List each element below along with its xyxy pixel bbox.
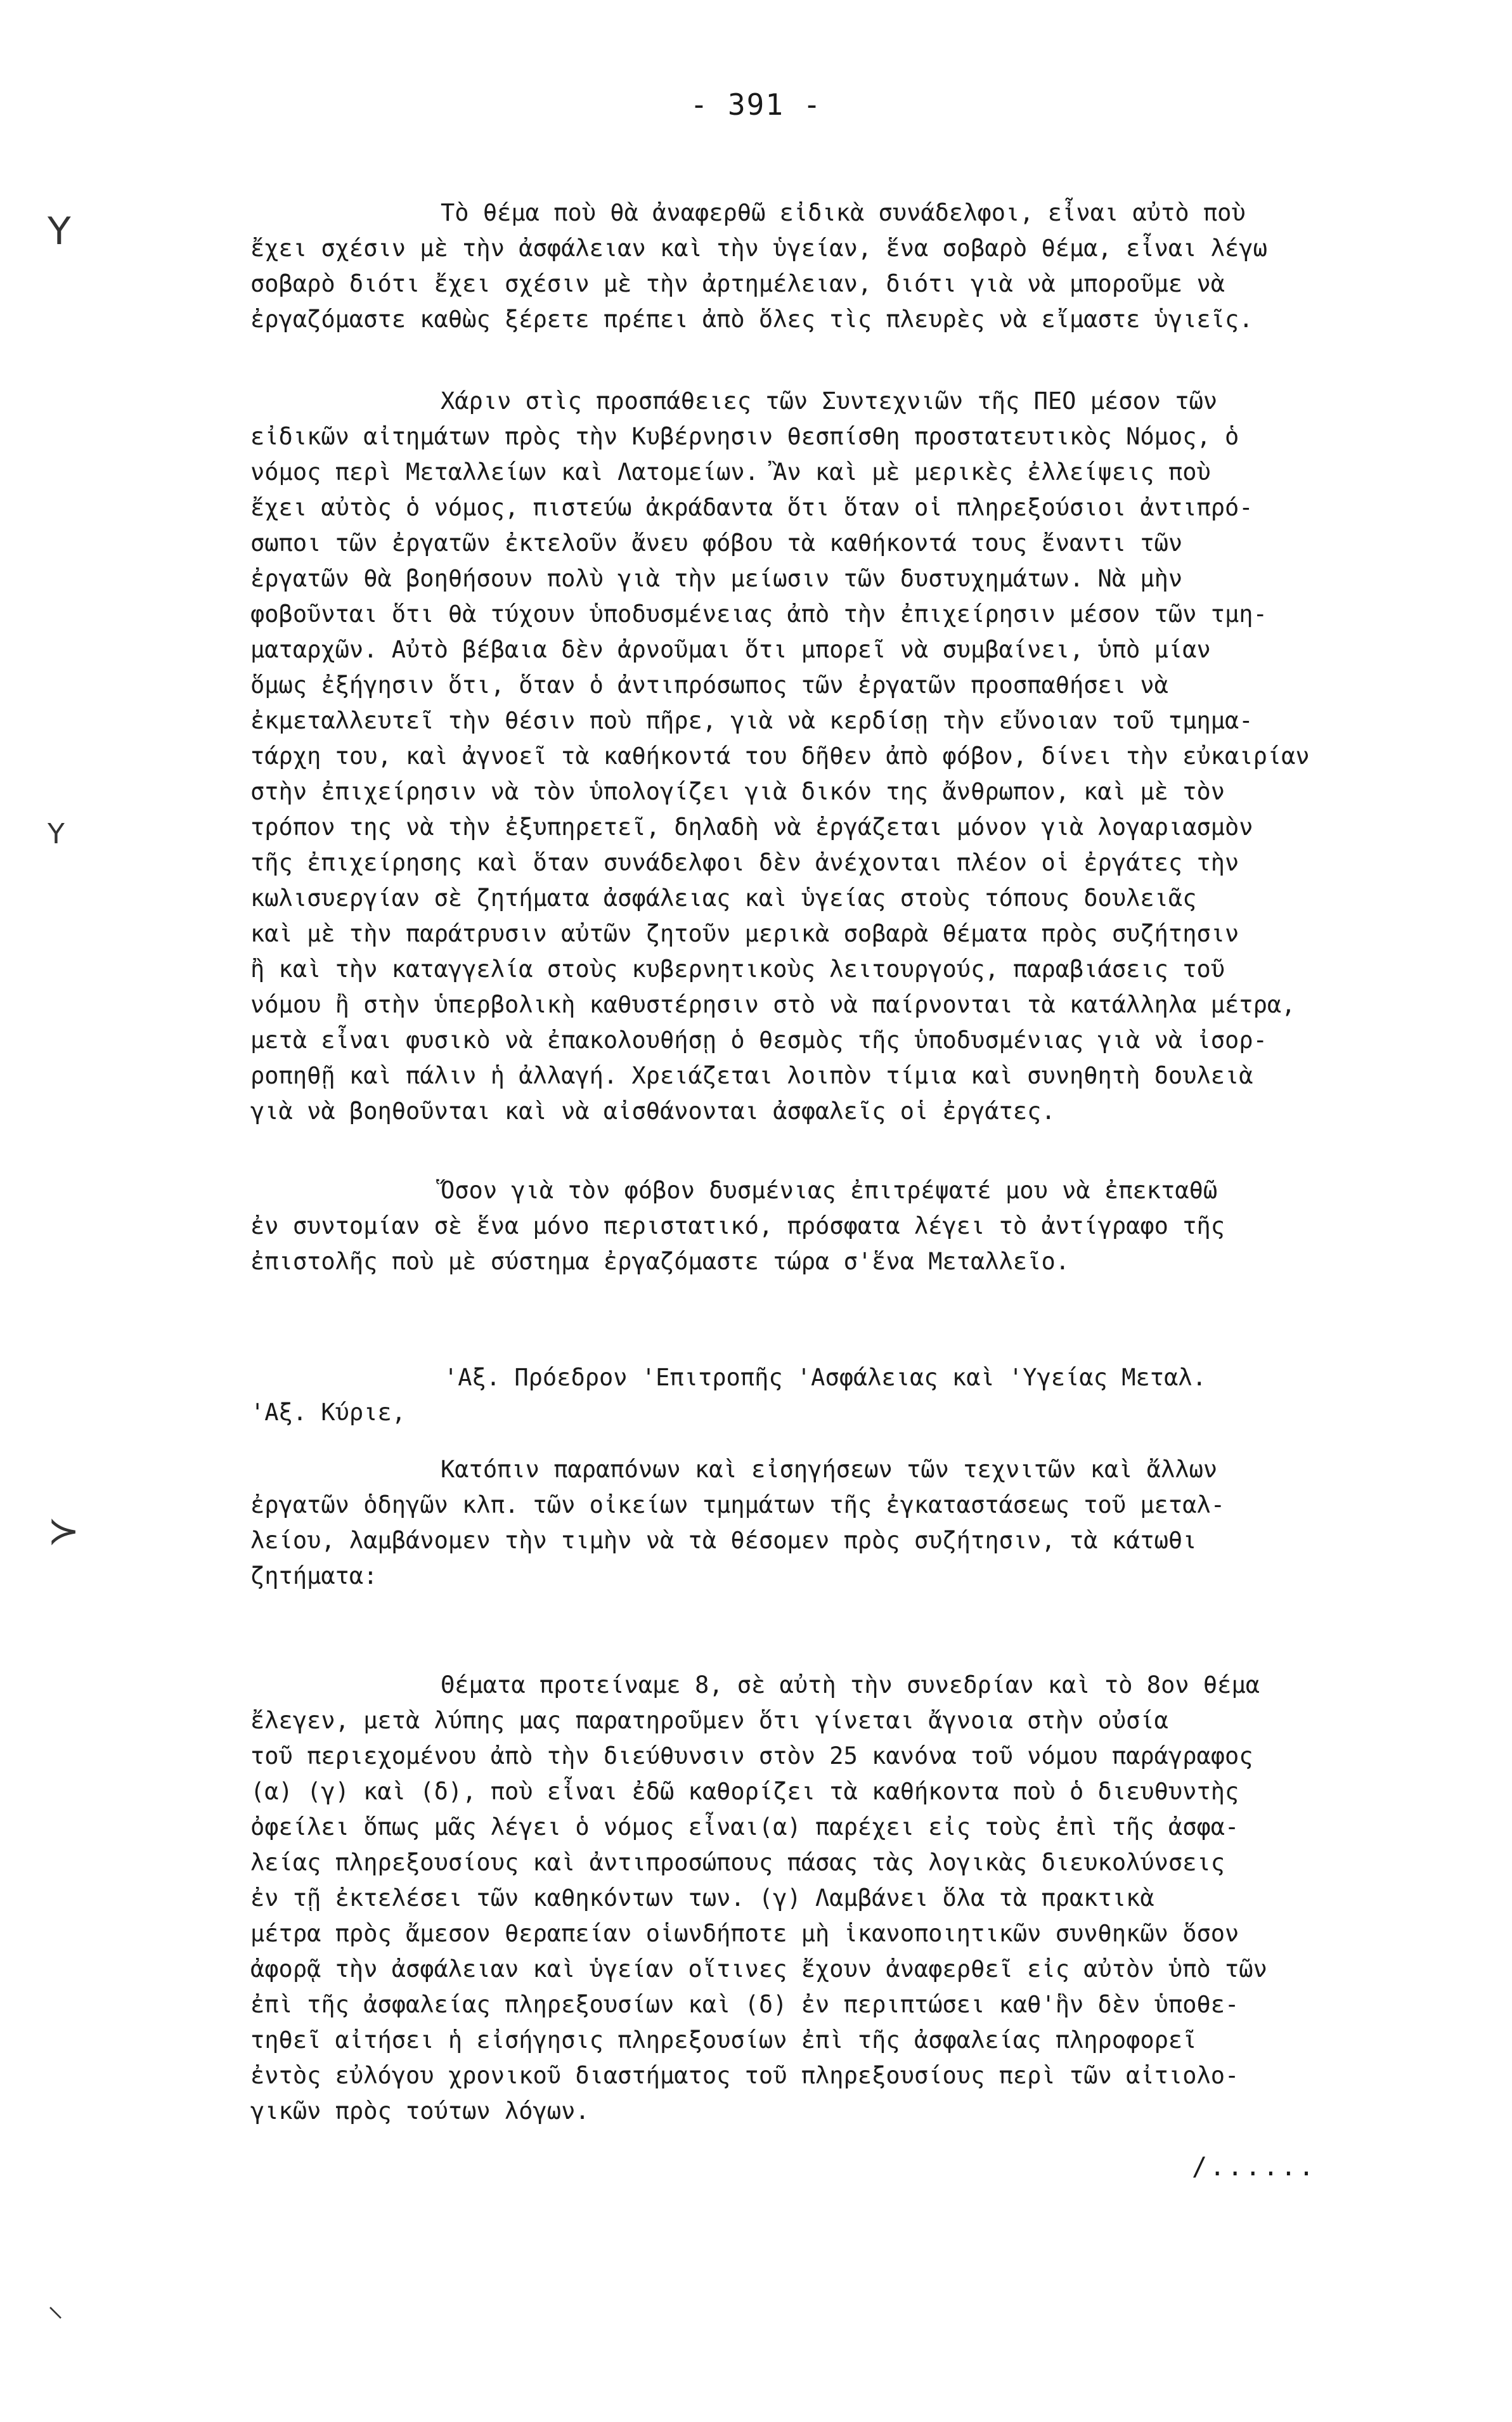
letter-salutation: 'Αξ. Κύριε, [250, 1399, 406, 1426]
continuation-mark: /...... [1192, 2153, 1317, 2182]
paragraph-rule-25: Θέματα προτείναμε 8, σὲ αὐτὴ τὴν συνεδρίαν καὶ τὸ 8ον θέμα ἔλεγεν, μετὰ λύπης μας παρατηροῦμεν ὅτι γίνεται ἄγνοια στὴν οὐσία τοῦ περιεχομένου ἀπὸ τὴν διεύθυνσιν στὸν 25 κανόνα τοῦ νόμου παράγραφος (α) (γ) καὶ (δ), ποὺ εἶναι ἐδῶ καθορίζει τὰ καθήκοντα ποὺ ὁ διευθυντὴς ὀφείλει ὅπως μᾶς λέγει ὁ νόμος εἶναι(α) παρέχει εἰς τοὺς ἐπὶ τῆς ἀσφα- λείας πληρεξουσίους καὶ ἀντιπροσώπους πάσας τὰς λογικὰς διευκολύνσεις ἐν τῇ ἐκτελέσει τῶν καθηκόντων των. (γ) Λαμβάνει ὅλα τὰ πρακτικὰ μέτρα πρὸς ἄμεσον θεραπείαν οἱωνδήποτε μὴ ἱκανοποιητικῶν συνθηκῶν ὅσον ἀφορᾷ τὴν ἀσφάλειαν καὶ ὑγείαν οἵτινες ἔχουν ἀναφερθεῖ εἰς αὐτὸν ὑπὸ τῶν ἐπὶ τῆς ἀσφαλείας πληρεξουσίων καὶ (δ) ἐν περιπτώσει καθ'ἣν δὲν ὑποθε- τηθεῖ αἰτήσει ἡ εἰσήγησις πληρεξουσίων ἐπὶ τῆς ἀσφαλείας πληροφορεῖ ἐντὸς εὐλόγου χρονικοῦ διαστήματος τοῦ πληρεξουσίους περὶ τῶν αἰτιολο- γικῶν πρὸς τούτων λόγων. [250, 1671, 1267, 2125]
letter-addressee: 'Αξ. Πρόεδρον 'Επιτροπῆς 'Ασφάλειας καὶ 'Υγείας Μεταλ. [444, 1364, 1206, 1391]
paragraph-fear-of-disfavour: Ὅσον γιὰ τὸν φόβον δυσμένιας ἐπιτρέψατέ μου νὰ ἐπεκταθῶ ἐν συντομίαν σὲ ἕνα μόνο περιστατικό, πρόσφατα λέγει τὸ ἀντίγραφο τῆς ἐπιστολῆς ποὺ μὲ σύστημα ἐργαζόμαστε τώρα σ'ἕνα Μεταλλεῖο. [250, 1177, 1225, 1275]
margin-mark-icon: Y [48, 209, 71, 254]
paragraph-peo-law: Χάριν στὶς προσπάθειες τῶν Συντεχνιῶν τῆς ΠΕΟ μέσον τῶν εἰδικῶν αἰτημάτων πρὸς τὴν Κυβέρνησιν θεσπίσθη προστατευτικὸς Νόμος, ὁ νόμος περὶ Μεταλλείων καὶ Λατομείων. Ἂν καὶ μὲ μερικὲς ἐλλείψεις ποὺ ἔχει αὐτὸς ὁ νόμος, πιστεύω ἀκράδαντα ὅτι ὅταν οἱ πληρεξούσιοι ἀντιπρό- σωποι τῶν ἐργατῶν ἐκτελοῦν ἄνευ φόβου τὰ καθήκοντά τους ἔναντι τῶν ἐργατῶν θὰ βοηθήσουν πολὺ γιὰ τὴν μείωσιν τῶν δυστυχημάτων. Νὰ μὴν φοβοῦνται ὅτι θὰ τύχουν ὑποδυσμένειας ἀπὸ τὴν ἐπιχείρησιν μέσον τῶν τμη- ματαρχῶν. Αὐτὸ βέβαια δὲν ἀρνοῦμαι ὅτι μπορεῖ νὰ συμβαίνει, ὑπὸ μίαν ὅμως ἐξήγησιν ὅτι, ὅταν ὁ ἀντιπρόσωπος τῶν ἐργατῶν προσπαθήσει νὰ ἐκμεταλλευτεῖ τὴν θέσιν ποὺ πῆρε, γιὰ νὰ κερδίσῃ τὴν εὔνοιαν τοῦ τμημα- τάρχη του, καὶ ἀγνοεῖ τὰ καθήκοντά του δῆθεν ἀπὸ φόβον, δίνει τὴν εὐκαιρίαν στὴν ἐπιχείρησιν νὰ τὸν ὑπολογίζει γιὰ δικόν της ἄνθρωπον, καὶ μὲ τὸν τρόπον της νὰ τὴν ἐξυπηρετεῖ, δηλαδὴ νὰ ἐργάζεται μόνον γιὰ λογαριασμὸν τῆς ἐπιχείρησης καὶ ὅταν συνάδελφοι δὲν ἀνέχονται πλέον οἱ ἐργάτες τὴν κωλισυεργίαν σὲ ζητήματα ἀσφάλειας καὶ ὑγείας στοὺς τόπους δουλειᾶς καὶ μὲ τὴν παράτρυσιν αὐτῶν ζητοῦν μερικὰ σοβαρὰ θέματα πρὸς συζήτησιν ἢ καὶ τὴν καταγγελία στοὺς κυβερνητικοὺς λειτουργούς, παραβιάσεις τοῦ νόμου ἢ στὴν ὑπερβολικὴ καθυστέρησιν στὸ νὰ παίρνονται τὰ κατάλληλα μέτρα, μετὰ εἶναι φυσικὸ νὰ ἐπακολουθήσῃ ὁ θεσμὸς τῆς ὑποδυσμένιας γιὰ νὰ ἰσορ- ροπηθῇ καὶ πάλιν ἡ ἀλλαγή. Χρειάζεται λοιπὸν τίμια καὶ συνηθητὴ δουλειὰ γιὰ νὰ βοηθοῦνται καὶ νὰ αἰσθάνονται ἀσφαλεῖς οἱ ἐργάτες. [250, 387, 1310, 1125]
margin-mark-icon: Y [48, 818, 65, 850]
paragraph-safety-topic: Τὸ θέμα ποὺ θὰ ἀναφερθῶ εἰδικὰ συνάδελφοι, εἶναι αὐτὸ ποὺ ἔχει σχέσιν μὲ τὴν ἀσφάλειαν καὶ τὴν ὑγείαν, ἕνα σοβαρὸ θέμα, εἶναι λέγω σοβαρὸ διότι ἔχει σχέσιν μὲ τὴν ἀρτημέλειαν, διότι γιὰ νὰ μποροῦμε νὰ ἐργαζόμαστε καθὼς ξέρετε πρέπει ἀπὸ ὅλες τὶς πλευρὲς νὰ εἴμαστε ὑγιεῖς. [250, 199, 1267, 333]
margin-mark-icon: ≻ [48, 1509, 80, 1553]
margin-mark-icon: ⸜ [48, 2287, 63, 2324]
page-number: - 391 - [690, 87, 822, 122]
paragraph-letter-body: Κατόπιν παραπόνων καὶ εἰσηγήσεων τῶν τεχνιτῶν καὶ ἄλλων ἐργατῶν ὁδηγῶν κλπ. τῶν οἰκείων τμημάτων τῆς ἐγκαταστάσεως τοῦ μεταλ- λείου, λαμβάνομεν τὴν τιμὴν νὰ τὰ θέσομεν πρὸς συζήτησιν, τὰ κάτωθι ζητήματα: [250, 1456, 1225, 1590]
